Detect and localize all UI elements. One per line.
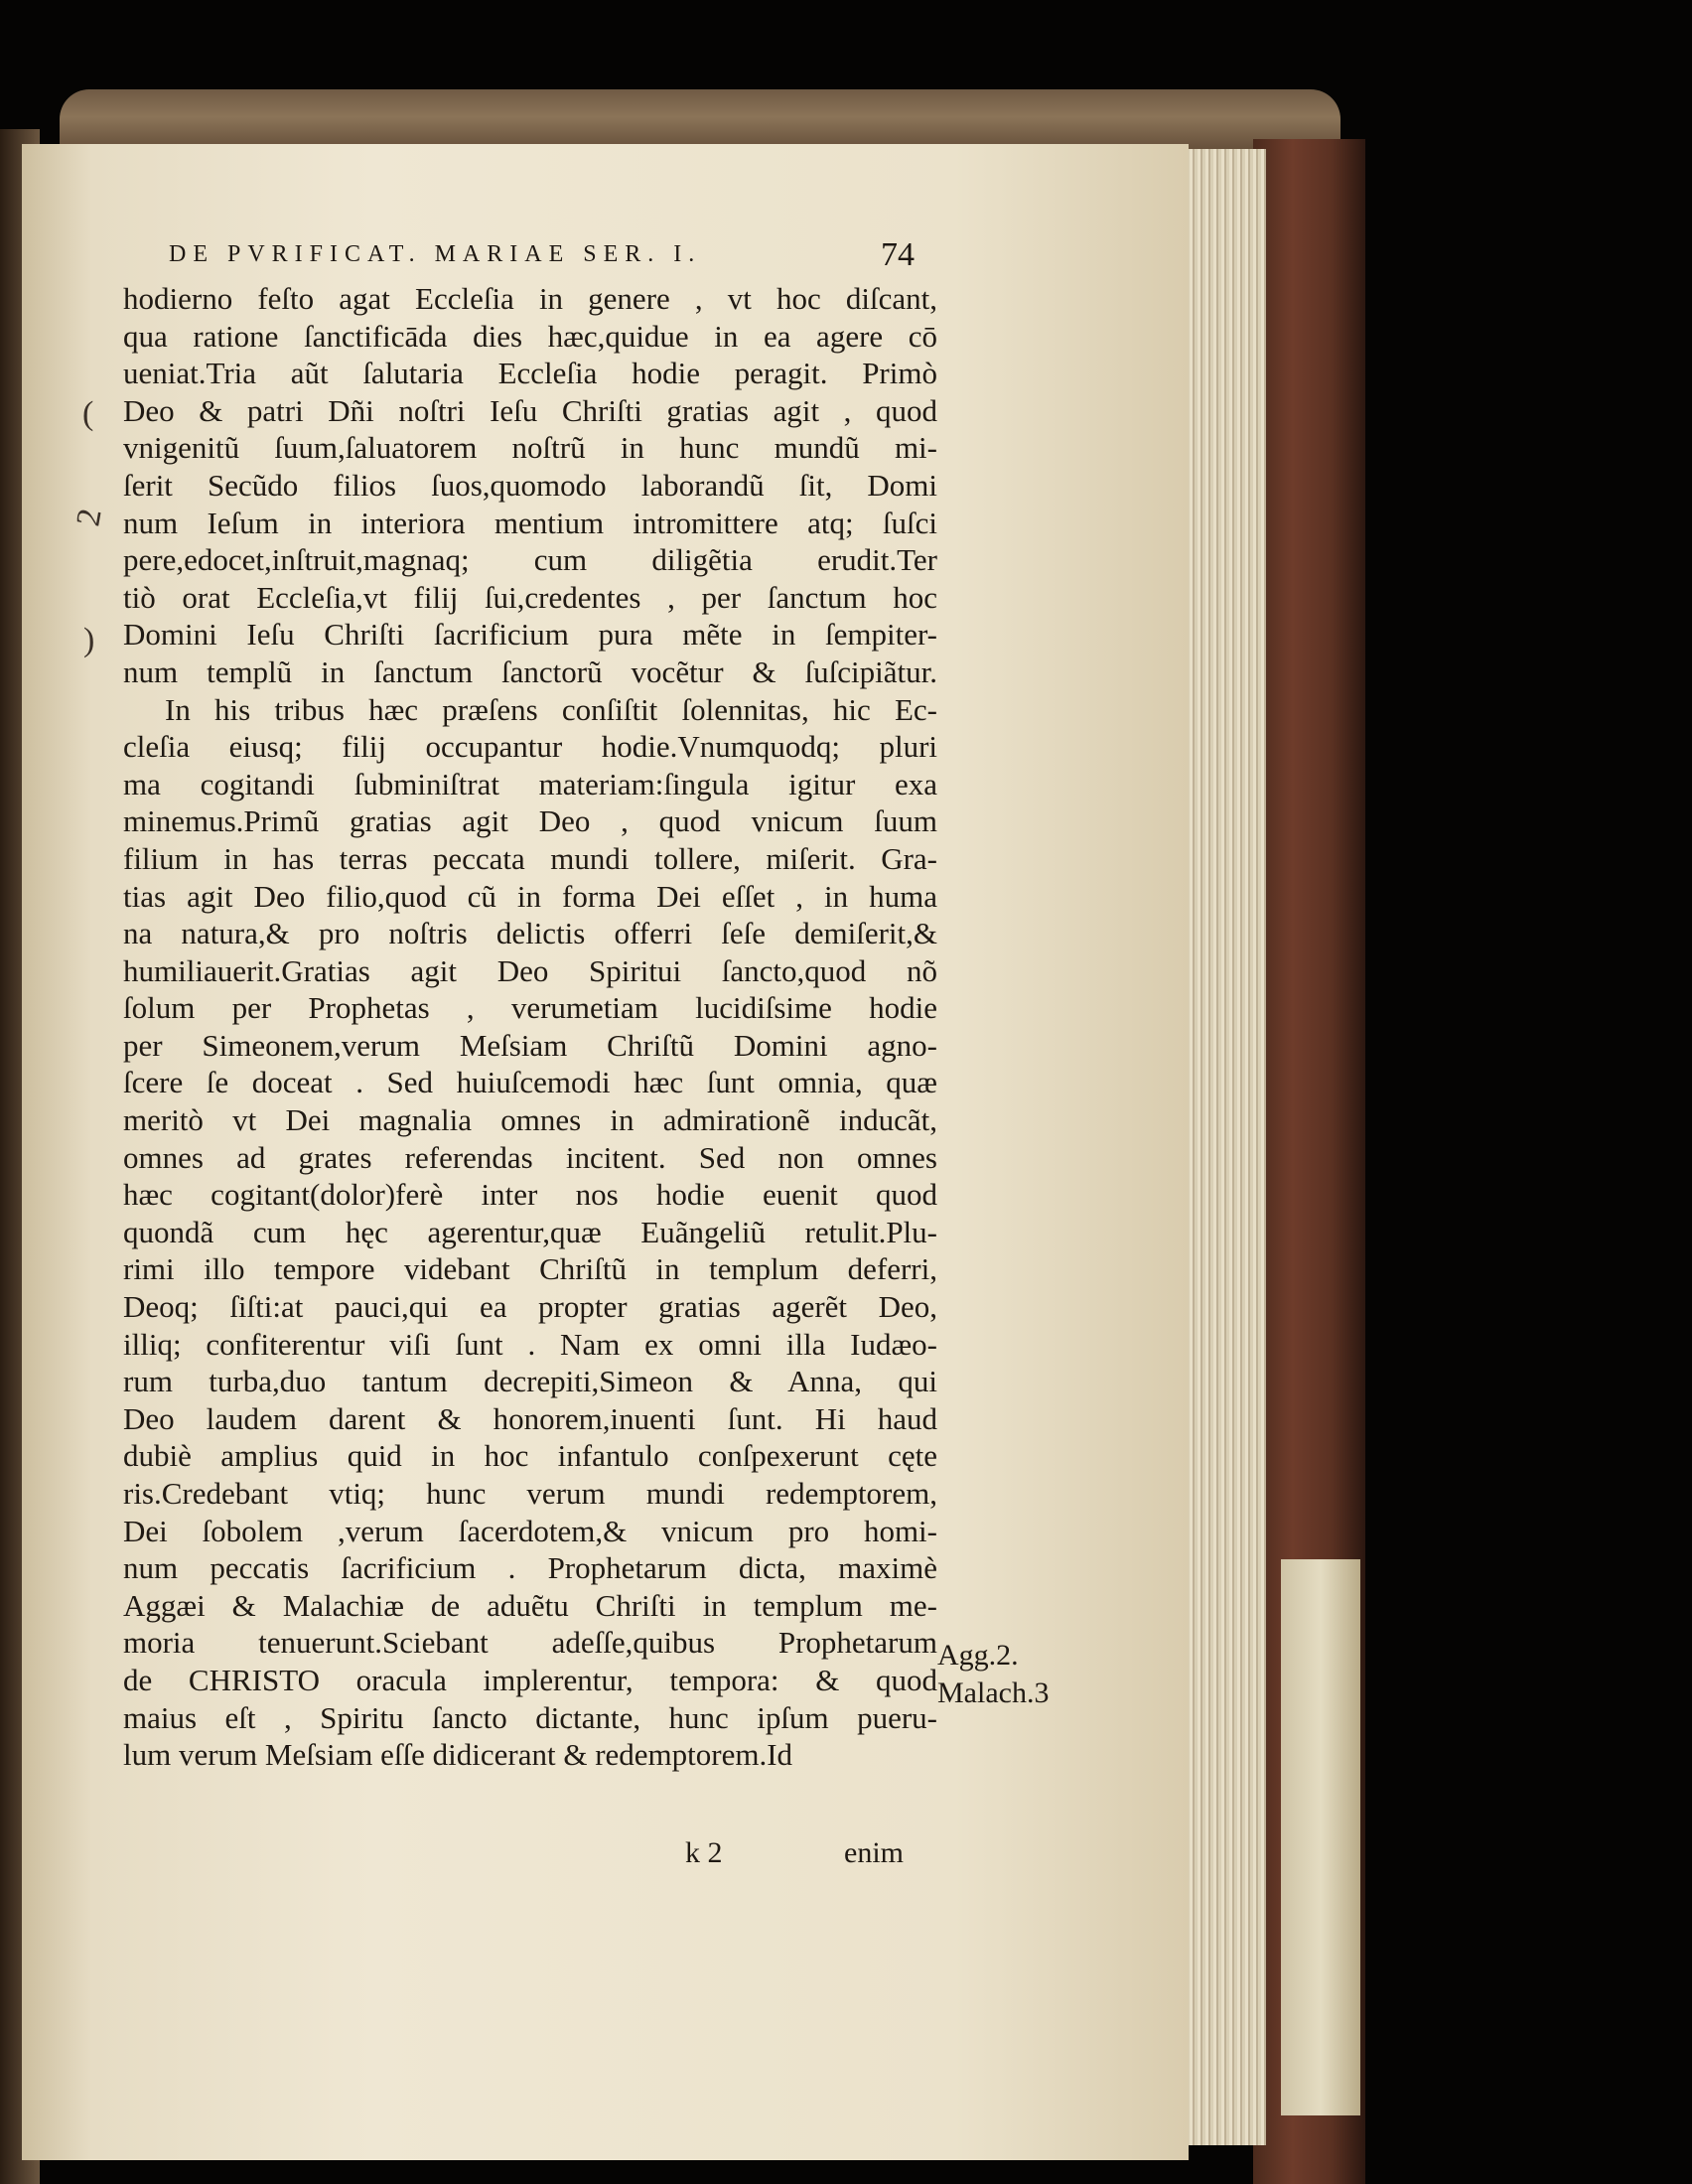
text-line: meritò vt Dei magnalia omnes in admirationẽ inducãt, [123,1102,937,1138]
text-line: ſerit Secũdo filios ſuos,quomodo laborandũ ſit, Domi [123,467,937,503]
pen-mark-1: ( [82,395,94,432]
margin-note-aggaeus: Agg.2. [937,1639,1019,1672]
text-line: per Simeonem,verum Meſsiam Chriſtũ Domini agno- [123,1027,937,1063]
text-line: minemus.Primũ gratias agit Deo , quod vnicum ſuum [123,803,937,839]
text-line: moria tenuerunt.Sciebant adeſſe,quibus Prophetarum [123,1625,937,1661]
text-line: Deo & patri Dñi noſtri Ieſu Chriſti gratias agit , quod [123,392,937,428]
text-line: Deo laudem darent & honorem,inuenti ſunt. Hi haud [123,1400,937,1436]
text-line: rum turba,duo tantum decrepiti,Simeon & Anna, qui [123,1364,937,1399]
text-line: ma cogitandi ſubminiſtrat materiam:ſingula igitur exa [123,766,937,801]
text-line: qua ratione ſanctificāda dies hæc,quidue in ea agere cō [123,318,937,354]
text-line: filium in has terras peccata mundi tollere, miſerit. Gra- [123,840,937,876]
text-line: vnigenitũ ſuum,ſaluatorem noſtrũ in hunc mundũ mi- [123,430,937,466]
margin-note-malachi: Malach.3 [937,1676,1050,1709]
text-line: lum verum Meſsiam eſſe didicerant & redemptorem.Id [123,1737,793,1773]
text-line: omnes ad grates referendas incitent. Sed non omnes [123,1139,937,1175]
text-line: rimi illo tempore videbant Chriſtũ in templum deferri, [123,1251,937,1287]
text-line: Aggæi & Malachiæ de aduẽtu Chriſti in templum me- [123,1587,937,1623]
text-line: maius eſt , Spiritu ſancto dictante, hunc ipſum pueru- [123,1699,937,1735]
text-line: ſolum per Prophetas , verumetiam lucidiſsime hodie [123,990,937,1026]
pen-mark-2: 2 [70,506,109,529]
text-line: illiq; confiterentur viſi ſunt . Nam ex omni illa Iudæo- [123,1326,937,1362]
text-line: na natura,& pro noſtris delictis offerri ſeſe demiſerit,& [123,916,937,951]
signature-mark: k 2 [685,1836,723,1869]
text-line: In his tribus hæc præſens conſiſtit ſolennitas, hic Ec- [165,691,937,727]
text-line: Dei ſobolem ,verum ſacerdotem,& vnicum pro homi- [123,1513,937,1548]
pen-mark-3: ) [83,622,95,658]
text-line: num templũ in ſanctum ſanctorũ vocẽtur & ſuſcipiãtur. [123,654,937,689]
text-line: tias agit Deo filio,quod cũ in forma Dei eſſet , in huma [123,878,937,914]
text-line: ſcere ſe doceat . Sed huiuſcemodi hæc ſunt omnia, quæ [123,1065,937,1100]
text-line: Deoq; ſiſti:at pauci,qui ea propter gratias agerẽt Deo, [123,1289,937,1325]
text-line: de CHRISTO oracula implerentur, tempora: & quod [123,1662,937,1697]
text-line: hæc cogitant(dolor)ferè inter nos hodie euenit quod [123,1177,937,1213]
text-line: hodierno feſto agat Eccleſia in genere , vt hoc diſcant, [123,281,937,316]
text-line: pere,edocet,inſtruit,magnaq; cum diligẽtia erudit.Ter [123,542,937,578]
text-line: num peccatis ſacrificium . Prophetarum dicta, maximè [123,1550,937,1586]
text-line: ueniat.Tria aũt ſalutaria Eccleſia hodie peragit. Primò [123,356,937,391]
text-line: Domini Ieſu Chriſti ſacrificium pura mẽte in ſempiter- [123,617,937,653]
text-line: ris.Credebant vtiq; hunc verum mundi redemptorem, [123,1476,937,1511]
text-line: humiliauerit.Gratias agit Deo Spiritui ſancto,quod nõ [123,952,937,988]
text-line: quondã cum hęc agerentur,quæ Euãngeliũ retulit.Plu- [123,1214,937,1249]
body-text [123,280,937,1774]
text-line: cleſia eiusq; filij occupantur hodie.Vnumquodq; pluri [123,729,937,765]
text-line: num Ieſum in interiora mentium intromittere atq; ſuſci [123,505,937,540]
text-line: dubiè amplius quid in hoc infantulo conſpexerunt cęte [123,1438,937,1474]
text-line: tiò orat Eccleſia,vt filij ſui,credentes , per ſanctum hoc [123,579,937,615]
catchword: enim [844,1836,904,1869]
running-title: DE PVRIFICAT. MARIAE SER. I. [169,241,702,267]
page-number: 74 [881,236,915,273]
